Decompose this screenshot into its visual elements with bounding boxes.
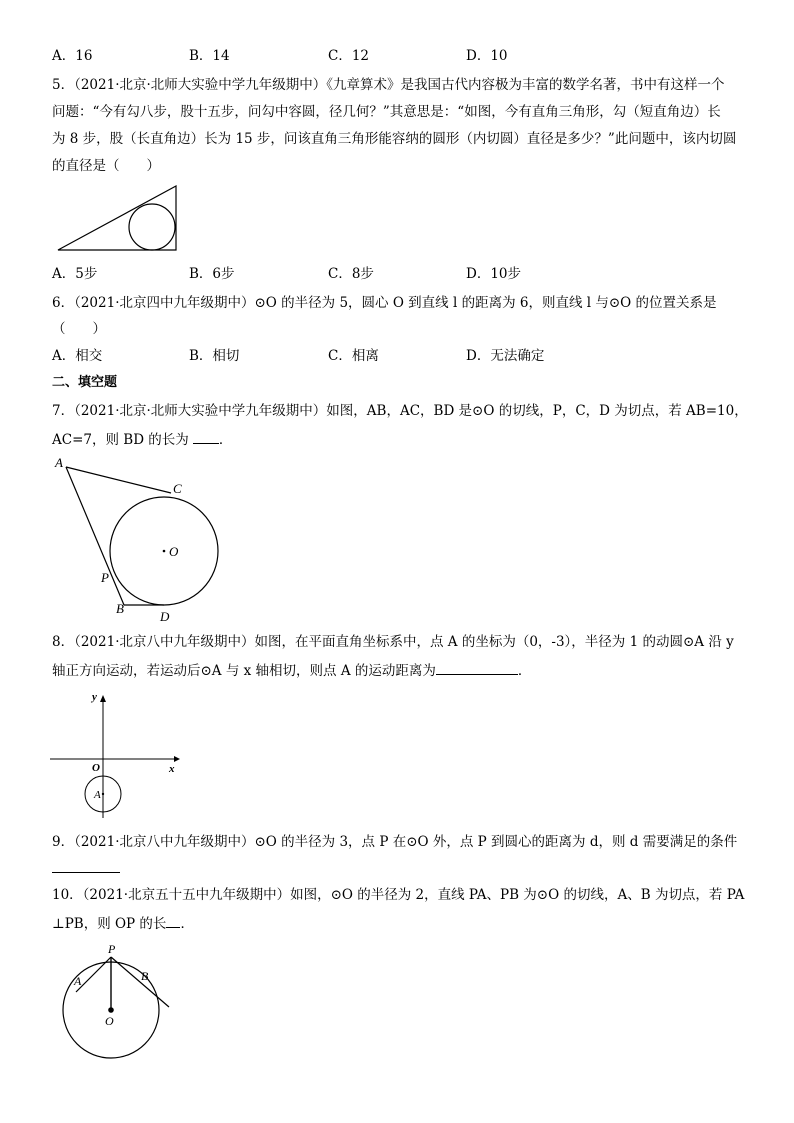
label-a: A <box>74 974 82 988</box>
label-o: O <box>92 762 100 774</box>
tangent-ab <box>66 467 124 605</box>
q7-answer-blank[interactable] <box>193 429 219 444</box>
q10-line2 <box>52 913 194 933</box>
label-p: P <box>108 942 116 956</box>
q8-line2 <box>52 660 531 680</box>
q6-option-c: C．相离 <box>328 348 379 364</box>
q10-line1: 10．（2021·北京五十五中九年级期中）如图，⊙O 的半径为 2，直线 PA、PB 为⊙O 的切线，A、B 为切点，若 PA <box>52 887 745 903</box>
q5-line1: 5．（2021·北京·北师大实验中学九年级期中）《九章算术》是我国古代内容极为丰富的数学名著，书中有这样一个 <box>52 77 725 93</box>
label-a: A <box>55 455 63 470</box>
label-p: P <box>101 570 109 585</box>
q8-answer-blank[interactable] <box>436 660 518 675</box>
q8-line1: 8．（2021·北京八中九年级期中）如图，在平面直角坐标系中，点 A 的坐标为（0，-3），半径为 1 的动圆⊙A 沿 y <box>52 634 734 650</box>
q5-option-d: D．10步 <box>466 266 522 282</box>
tangent-pb <box>111 957 169 1007</box>
center-o-dot <box>163 550 166 553</box>
label-c: C <box>173 481 182 496</box>
q8-coordinate-figure <box>48 688 188 818</box>
q5-option-c: C．8步 <box>328 266 374 282</box>
label-o: O <box>169 544 179 559</box>
q9-answer-blank[interactable] <box>52 858 120 873</box>
q10-line2-text: ⊥PB，则 OP 的长 <box>52 916 167 932</box>
q6-option-a: A．相交 <box>52 348 103 364</box>
q7-tangent-figure <box>50 455 250 625</box>
right-triangle <box>58 186 176 250</box>
center-o-dot <box>108 1007 114 1013</box>
q7-line2 <box>52 429 232 449</box>
q4-option-a: A．16 <box>52 48 93 64</box>
q10-answer-blank[interactable] <box>166 913 180 928</box>
q8-line2-end: ． <box>517 663 532 679</box>
q10-tangent-figure <box>60 940 190 1060</box>
q7-line1: 7．（2021·北京·北师大实验中学九年级期中）如图，AB，AC，BD 是⊙O 的切线，P，C，D 为切点，若 AB=10， <box>52 403 748 419</box>
q10-line2-end: ． <box>180 916 194 932</box>
q5-option-b: B．6步 <box>189 266 235 282</box>
label-d: D <box>160 609 170 624</box>
q4-option-c: C．12 <box>328 48 370 64</box>
q4-option-d: D．10 <box>466 48 508 64</box>
q6-option-d: D．无法确定 <box>466 348 545 364</box>
center-a-dot <box>102 793 104 795</box>
q5-triangle-figure <box>55 182 181 254</box>
label-b: B <box>141 969 149 983</box>
y-axis-arrow <box>100 695 106 702</box>
label-a: A <box>94 789 101 801</box>
label-y: y <box>92 691 97 703</box>
q6-option-b: B．相切 <box>189 348 240 364</box>
q8-line2-text: 轴正方向运动，若运动后⊙A 与 x 轴相切，则点 A 的运动距离为 <box>52 663 436 679</box>
label-x: x <box>169 763 175 775</box>
section-heading-fill-in: 二、填空题 <box>52 375 118 390</box>
q4-option-b: B．14 <box>189 48 230 64</box>
q9-line1: 9．（2021·北京八中九年级期中）⊙O 的半径为 3，点 P 在⊙O 外，点 P 到圆心的距离为 d，则 d 需要满足的条件 <box>52 834 738 850</box>
label-b: B <box>116 601 124 616</box>
q9-line2 <box>52 858 120 878</box>
label-o: O <box>105 1014 114 1028</box>
q7-line2-text: AC=7，则 BD 的长为 <box>52 432 189 448</box>
q5-option-a: A．5步 <box>52 266 98 282</box>
q5-line4: 的直径是（ ） <box>52 158 160 174</box>
incircle <box>129 204 175 250</box>
tangent-ac <box>66 467 171 493</box>
q6-line2: （ ） <box>52 321 106 337</box>
q7-line2-end: ． <box>218 432 233 448</box>
x-axis-arrow <box>174 756 180 762</box>
q5-line3: 为 8 步，股（长直角边）长为 15 步，问该直角三角形能容纳的圆形（内切圆）直径是多少？”此问题中，该内切圆 <box>52 131 737 147</box>
q6-line1: 6．（2021·北京四中九年级期中）⊙O 的半径为 5，圆心 O 到直线 l 的距离为 6，则直线 l 与⊙O 的位置关系是 <box>52 295 717 311</box>
q5-line2: 问题：“今有勾八步，股十五步，问勾中容圆，径几何？”其意思是：“如图，今有直角三角形，勾（短直角边）长 <box>52 104 721 120</box>
